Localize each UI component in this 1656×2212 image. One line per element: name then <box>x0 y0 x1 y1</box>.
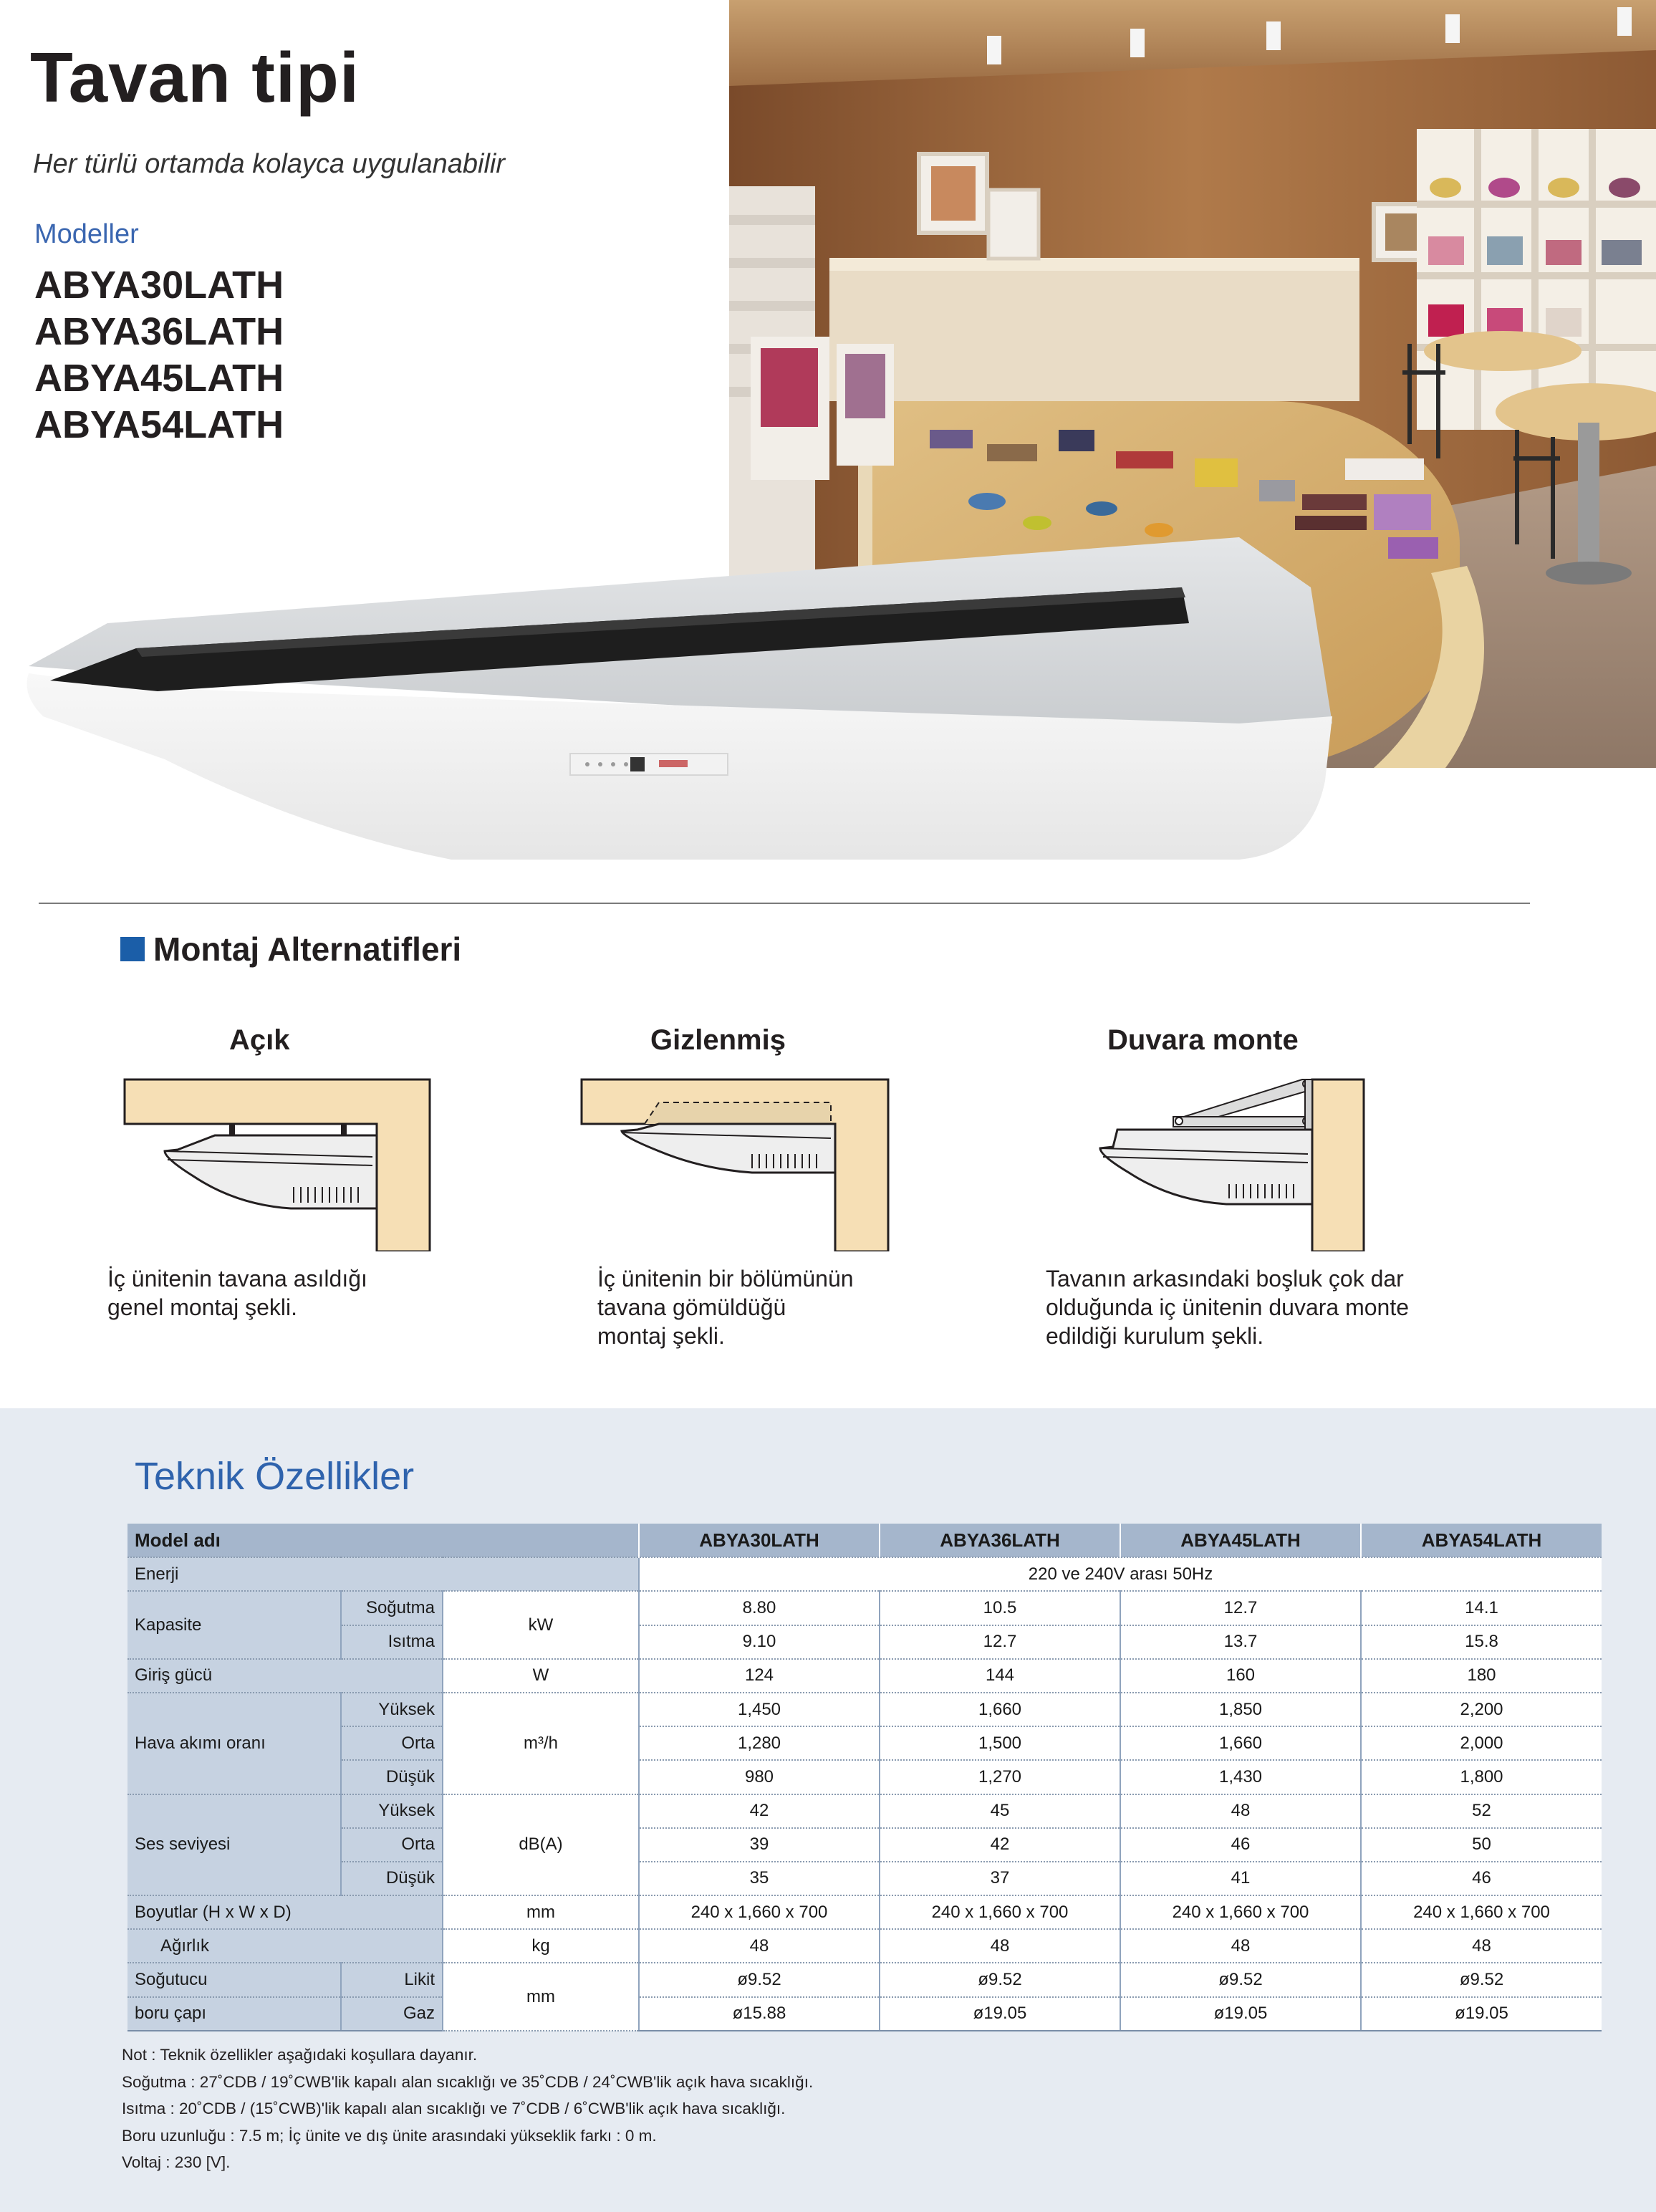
cell-value: 48 <box>1120 1929 1361 1963</box>
cell-value: 48 <box>1361 1929 1602 1963</box>
row-label: Ses seviyesi <box>127 1794 341 1896</box>
unit-cell: kg <box>443 1929 639 1963</box>
row-label: Giriş gücü <box>127 1659 443 1693</box>
cell-value: ø15.88 <box>639 1997 880 2031</box>
page-title: Tavan tipi <box>30 38 360 117</box>
column-header: ABYA54LATH <box>1361 1524 1602 1557</box>
unit-cell: dB(A) <box>443 1794 639 1896</box>
row-sublabel: Yüksek <box>341 1794 443 1828</box>
mount-alt-wall <box>1046 1024 1490 1350</box>
model-name: ABYA54LATH <box>34 403 284 446</box>
cell-value: 15.8 <box>1361 1625 1602 1659</box>
row-sublabel: Orta <box>341 1726 443 1760</box>
mount-alt-title: Duvara monte <box>1107 1024 1299 1056</box>
mounting-title: Montaj Alternatifleri <box>153 931 462 968</box>
cell-value: 160 <box>1120 1659 1361 1693</box>
table-row <box>127 1862 1602 1895</box>
cell-value: 48 <box>1120 1794 1361 1828</box>
cell-value: 46 <box>1361 1862 1602 1895</box>
unit-cell: W <box>443 1659 639 1693</box>
mount-alt-description: İç ünitenin tavana asıldığı genel montaj şekli. <box>107 1266 367 1320</box>
models-label: Modeller <box>34 219 139 249</box>
row-sublabel: Soğutma <box>341 1591 443 1625</box>
note-line: Isıtma : 20˚CDB / (15˚CWB)'lik kapalı alan sıcaklığı ve 7˚CDB / 6˚CWB'lik açık hava sıcaklığı. <box>122 2100 786 2117</box>
table-row <box>127 1794 1602 1828</box>
cell-value: ø9.52 <box>1361 1963 1602 1996</box>
row-label: Ağırlık <box>127 1929 443 1963</box>
table-row <box>127 1929 1602 1963</box>
cell-value: 980 <box>639 1760 880 1794</box>
table-row <box>127 1524 1602 1557</box>
mount-alt-concealed <box>580 1024 981 1350</box>
model-label: Model adı <box>127 1524 639 1557</box>
mount-alt-title: Gizlenmiş <box>650 1024 786 1056</box>
note-line: Voltaj : 230 [V]. <box>122 2153 231 2171</box>
cell-value: 12.7 <box>880 1625 1120 1659</box>
cell-value: 2,000 <box>1361 1726 1602 1760</box>
cell-value: ø9.52 <box>639 1963 880 1996</box>
row-sublabel: Isıtma <box>341 1625 443 1659</box>
model-list <box>34 262 284 448</box>
cell-value: 1,500 <box>880 1726 1120 1760</box>
cell-value: 52 <box>1361 1794 1602 1828</box>
cell-value: ø9.52 <box>880 1963 1120 1996</box>
table-row <box>127 1625 1602 1659</box>
row-sublabel: Likit <box>341 1963 443 1996</box>
mount-alt-title: Açık <box>229 1024 290 1056</box>
cell-value: 240 x 1,660 x 700 <box>1120 1895 1361 1929</box>
cell-value: ø19.05 <box>1120 1997 1361 2031</box>
mount-alt-description: İç ünitenin bir bölümünün tavana gömüldüğü montaj şekli. <box>597 1266 854 1349</box>
cell-value: 45 <box>880 1794 1120 1828</box>
unit-cell: mm <box>443 1963 639 2030</box>
note-line: Not : Teknik özellikler aşağıdaki koşullara dayanır. <box>122 2046 478 2064</box>
cell-value: 144 <box>880 1659 1120 1693</box>
cell-value: 35 <box>639 1862 880 1895</box>
cell-value: 1,450 <box>639 1693 880 1726</box>
cell-value: 124 <box>639 1659 880 1693</box>
row-sublabel: Gaz <box>341 1997 443 2031</box>
row-label: Enerji <box>127 1557 639 1591</box>
cell-value: 2,200 <box>1361 1693 1602 1726</box>
cell-value: 39 <box>639 1828 880 1862</box>
section-divider <box>39 903 1530 904</box>
cell-value: 41 <box>1120 1862 1361 1895</box>
cell-value: 1,280 <box>639 1726 880 1760</box>
cell-value: 50 <box>1361 1828 1602 1862</box>
note-line: Soğutma : 27˚CDB / 19˚CWB'lik kapalı alan sıcaklığı ve 35˚CDB / 24˚CWB'lik açık hava sıcaklığı. <box>122 2072 814 2091</box>
cell-value: 1,430 <box>1120 1760 1361 1794</box>
cell-value: 240 x 1,660 x 700 <box>880 1895 1120 1929</box>
column-header: ABYA45LATH <box>1120 1524 1361 1557</box>
wall-mount-diagram <box>1046 1072 1375 1251</box>
cell-value: 1,850 <box>1120 1693 1361 1726</box>
cell-value: 37 <box>880 1862 1120 1895</box>
cell-value: 1,660 <box>1120 1726 1361 1760</box>
row-label: Soğutucu <box>127 1963 341 1996</box>
cell-value: 240 x 1,660 x 700 <box>639 1895 880 1929</box>
row-sublabel: Orta <box>341 1828 443 1862</box>
table-row <box>127 1963 1602 1996</box>
model-name: ABYA30LATH <box>34 264 284 307</box>
mount-alt-open <box>107 1024 509 1322</box>
model-name: ABYA45LATH <box>34 357 284 400</box>
cell-value: 10.5 <box>880 1591 1120 1625</box>
unit-cell: mm <box>443 1895 639 1929</box>
spec-table <box>127 1524 1602 2031</box>
table-row <box>127 1591 1602 1625</box>
row-label: boru çapı <box>127 1997 341 2031</box>
cell-value: 1,660 <box>880 1693 1120 1726</box>
cell-value: 1,800 <box>1361 1760 1602 1794</box>
table-row <box>127 1557 1602 1591</box>
cell-value: 240 x 1,660 x 700 <box>1361 1895 1602 1929</box>
open-mount-diagram <box>107 1072 437 1251</box>
row-label: Boyutlar (H x W x D) <box>127 1895 443 1929</box>
cell-value: 42 <box>639 1794 880 1828</box>
cell-value: 48 <box>880 1929 1120 1963</box>
cell-value: 9.10 <box>639 1625 880 1659</box>
table-row <box>127 1828 1602 1862</box>
cell-value: 46 <box>1120 1828 1361 1862</box>
table-row <box>127 1997 1602 2031</box>
mount-alt-description: Tavanın arkasındaki boşluk çok dar olduğunda iç ünitenin duvara monte edildiği kurulum şekli. <box>1046 1266 1410 1349</box>
cell-value: 14.1 <box>1361 1591 1602 1625</box>
cell-value: 180 <box>1361 1659 1602 1693</box>
section-bullet-icon <box>120 937 145 961</box>
cell-value: 48 <box>639 1929 880 1963</box>
note-line: Boru uzunluğu : 7.5 m; İç ünite ve dış ünite arasındaki yükseklik farkı : 0 m. <box>122 2126 657 2145</box>
table-row <box>127 1895 1602 1929</box>
row-sublabel: Yüksek <box>341 1693 443 1726</box>
cell-value: 220 ve 240V arası 50Hz <box>639 1557 1602 1591</box>
ceiling-ac-unit-image <box>21 523 1354 881</box>
mounting-header <box>120 930 461 968</box>
spec-notes <box>122 2042 813 2176</box>
cell-value: 42 <box>880 1828 1120 1862</box>
cell-value: ø9.52 <box>1120 1963 1361 1996</box>
cell-value: ø19.05 <box>880 1997 1120 2031</box>
column-header: ABYA36LATH <box>880 1524 1120 1557</box>
page-subtitle: Her türlü ortamda kolayca uygulanabilir <box>33 149 505 179</box>
cell-value: 1,270 <box>880 1760 1120 1794</box>
row-label: Hava akımı oranı <box>127 1693 341 1794</box>
table-row <box>127 1693 1602 1726</box>
cell-value: 8.80 <box>639 1591 880 1625</box>
cell-value: 13.7 <box>1120 1625 1361 1659</box>
row-label: Kapasite <box>127 1591 341 1658</box>
spec-title: Teknik Özellikler <box>135 1455 415 1498</box>
unit-cell: m³/h <box>443 1693 639 1794</box>
concealed-mount-diagram <box>580 1072 910 1251</box>
column-header: ABYA30LATH <box>639 1524 880 1557</box>
table-row <box>127 1760 1602 1794</box>
row-sublabel: Düşük <box>341 1760 443 1794</box>
table-row <box>127 1659 1602 1693</box>
table-row <box>127 1726 1602 1760</box>
model-name: ABYA36LATH <box>34 310 284 353</box>
unit-cell: kW <box>443 1591 639 1658</box>
cell-value: ø19.05 <box>1361 1997 1602 2031</box>
row-sublabel: Düşük <box>341 1862 443 1895</box>
cell-value: 12.7 <box>1120 1591 1361 1625</box>
